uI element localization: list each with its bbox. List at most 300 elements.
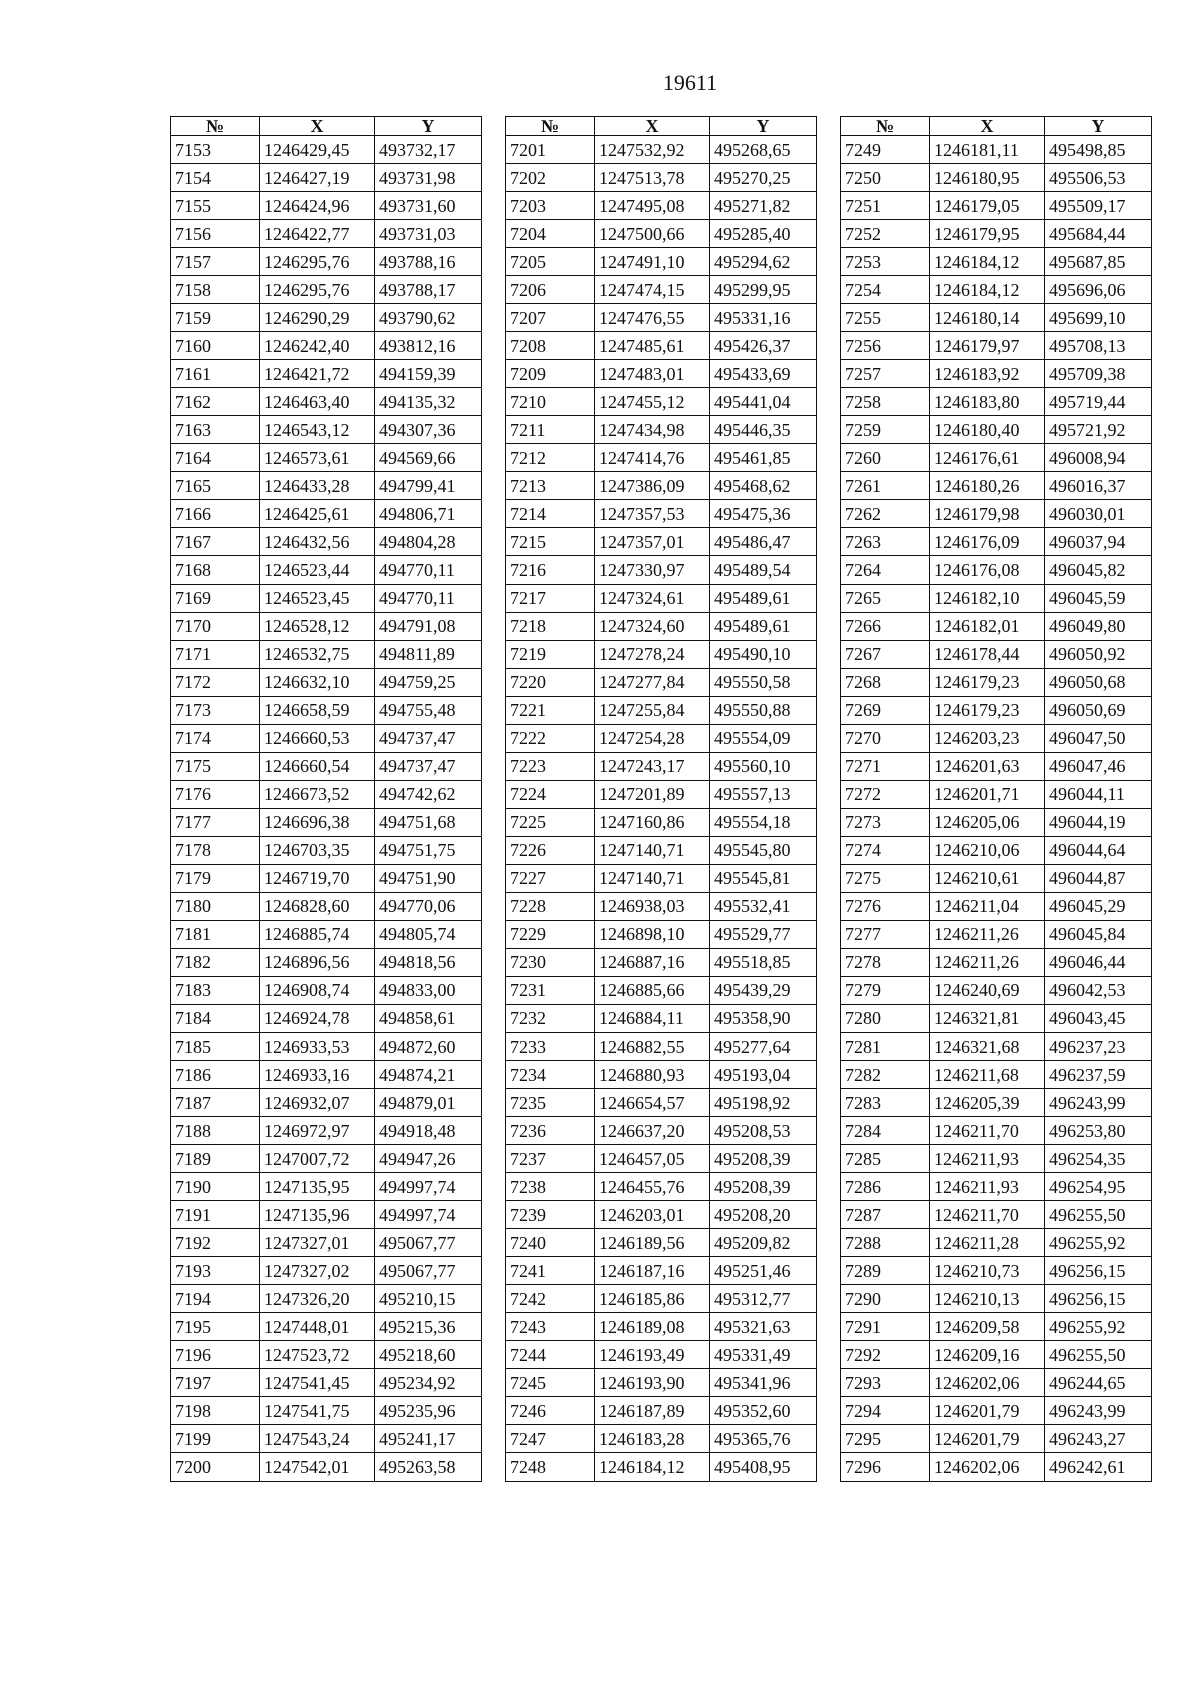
point-number: 7225 [506,808,595,836]
x-coordinate: 1246703,35 [260,836,375,864]
point-number: 7156 [171,220,260,248]
table-row [841,304,1152,332]
y-coordinate: 495285,40 [710,220,817,248]
table-row [171,1369,482,1397]
x-coordinate: 1246425,61 [260,500,375,528]
table-row [506,612,817,640]
table-row [841,1257,1152,1285]
x-coordinate: 1246884,11 [595,1004,710,1032]
y-coordinate: 493731,60 [375,192,482,220]
x-coordinate: 1246432,56 [260,528,375,556]
point-number: 7282 [841,1061,930,1089]
y-coordinate: 495699,10 [1045,304,1152,332]
y-coordinate: 495067,77 [375,1257,482,1285]
table-row [171,444,482,472]
y-coordinate: 495268,65 [710,136,817,164]
point-number: 7234 [506,1061,595,1089]
y-coordinate: 496237,23 [1045,1033,1152,1061]
y-coordinate: 494742,62 [375,780,482,808]
x-coordinate: 1246240,69 [930,976,1045,1004]
y-coordinate: 495708,13 [1045,332,1152,360]
point-number: 7283 [841,1089,930,1117]
header-number: № [171,117,260,136]
point-number: 7242 [506,1285,595,1313]
table-row [171,192,482,220]
point-number: 7206 [506,276,595,304]
point-number: 7209 [506,360,595,388]
y-coordinate: 495218,60 [375,1341,482,1369]
x-coordinate: 1246209,16 [930,1341,1045,1369]
x-coordinate: 1247485,61 [595,332,710,360]
point-number: 7257 [841,360,930,388]
x-coordinate: 1246882,55 [595,1033,710,1061]
x-coordinate: 1246202,06 [930,1369,1045,1397]
x-coordinate: 1246180,95 [930,164,1045,192]
x-coordinate: 1247277,84 [595,668,710,696]
point-number: 7191 [171,1201,260,1229]
point-number: 7272 [841,780,930,808]
point-number: 7259 [841,416,930,444]
x-coordinate: 1246181,11 [930,136,1045,164]
y-coordinate: 495271,82 [710,192,817,220]
x-coordinate: 1246424,96 [260,192,375,220]
y-coordinate: 493731,98 [375,164,482,192]
point-number: 7158 [171,276,260,304]
point-number: 7276 [841,892,930,920]
table-row [841,556,1152,584]
x-coordinate: 1246210,73 [930,1257,1045,1285]
point-number: 7182 [171,948,260,976]
y-coordinate: 495426,37 [710,332,817,360]
table-row [506,976,817,1004]
y-coordinate: 495560,10 [710,752,817,780]
x-coordinate: 1246532,75 [260,640,375,668]
table-row [171,1201,482,1229]
x-coordinate: 1246211,28 [930,1229,1045,1257]
x-coordinate: 1246179,05 [930,192,1045,220]
table-row [506,220,817,248]
point-number: 7262 [841,500,930,528]
x-coordinate: 1246573,61 [260,444,375,472]
table-row [506,584,817,612]
table-row [506,836,817,864]
y-coordinate: 493788,17 [375,276,482,304]
x-coordinate: 1246932,07 [260,1089,375,1117]
y-coordinate: 495439,29 [710,976,817,1004]
table-row [506,472,817,500]
x-coordinate: 1246184,12 [595,1453,710,1482]
page-number: 19611 [662,70,718,95]
table-row [506,1397,817,1425]
table-row [841,1145,1152,1173]
point-number: 7269 [841,696,930,724]
point-number: 7155 [171,192,260,220]
point-number: 7224 [506,780,595,808]
table-row [171,752,482,780]
table-row [171,1033,482,1061]
table-row [171,780,482,808]
y-coordinate: 496254,95 [1045,1173,1152,1201]
x-coordinate: 1246211,70 [930,1117,1045,1145]
point-number: 7176 [171,780,260,808]
coordinate-tables [170,116,1150,1482]
table-row [506,1201,817,1229]
x-coordinate: 1246637,20 [595,1117,710,1145]
table-row [506,1453,817,1482]
table-row [506,556,817,584]
x-coordinate: 1247541,45 [260,1369,375,1397]
table-row [506,808,817,836]
table-row [171,136,482,164]
x-coordinate: 1247414,76 [595,444,710,472]
table-row [506,1117,817,1145]
y-coordinate: 495554,18 [710,808,817,836]
table-row [171,584,482,612]
table-row [171,220,482,248]
x-coordinate: 1246178,44 [930,640,1045,668]
x-coordinate: 1246880,93 [595,1061,710,1089]
point-number: 7179 [171,864,260,892]
table-row [841,1369,1152,1397]
x-coordinate: 1246972,97 [260,1117,375,1145]
point-number: 7170 [171,612,260,640]
point-number: 7250 [841,164,930,192]
y-coordinate: 493731,03 [375,220,482,248]
header-x: X [930,117,1045,136]
point-number: 7211 [506,416,595,444]
table-row [506,1229,817,1257]
point-number: 7196 [171,1341,260,1369]
x-coordinate: 1246295,76 [260,276,375,304]
y-coordinate: 494833,00 [375,976,482,1004]
table-row [506,696,817,724]
y-coordinate: 495506,53 [1045,164,1152,192]
table-row [171,976,482,1004]
point-number: 7244 [506,1341,595,1369]
point-number: 7168 [171,556,260,584]
point-number: 7291 [841,1313,930,1341]
x-coordinate: 1247523,72 [260,1341,375,1369]
table-row [171,668,482,696]
x-coordinate: 1247201,89 [595,780,710,808]
point-number: 7223 [506,752,595,780]
point-number: 7173 [171,696,260,724]
point-number: 7161 [171,360,260,388]
y-coordinate: 495687,85 [1045,248,1152,276]
table-row [171,1313,482,1341]
point-number: 7190 [171,1173,260,1201]
table-row [841,248,1152,276]
y-coordinate: 495721,92 [1045,416,1152,444]
x-coordinate: 1246523,45 [260,584,375,612]
point-number: 7263 [841,528,930,556]
y-coordinate: 495709,38 [1045,360,1152,388]
point-number: 7167 [171,528,260,556]
table-row [841,1004,1152,1032]
table-row [841,192,1152,220]
table-row [506,1033,817,1061]
point-number: 7213 [506,472,595,500]
table-row [171,472,482,500]
table-row [841,836,1152,864]
y-coordinate: 495241,17 [375,1425,482,1453]
y-coordinate: 495696,06 [1045,276,1152,304]
table-row [171,528,482,556]
y-coordinate: 496016,37 [1045,472,1152,500]
y-coordinate: 493732,17 [375,136,482,164]
point-number: 7177 [171,808,260,836]
x-coordinate: 1246183,28 [595,1425,710,1453]
x-coordinate: 1246176,09 [930,528,1045,556]
point-number: 7217 [506,584,595,612]
table-row [841,752,1152,780]
table-row [506,276,817,304]
point-number: 7207 [506,304,595,332]
point-number: 7180 [171,892,260,920]
table-row [171,696,482,724]
x-coordinate: 1247495,08 [595,192,710,220]
y-coordinate: 494811,89 [375,640,482,668]
point-number: 7277 [841,920,930,948]
table-row [171,1061,482,1089]
y-coordinate: 496049,80 [1045,612,1152,640]
table-row [506,640,817,668]
table-row [506,1061,817,1089]
x-coordinate: 1247330,97 [595,556,710,584]
y-coordinate: 494858,61 [375,1004,482,1032]
x-coordinate: 1246184,12 [930,248,1045,276]
y-coordinate: 494818,56 [375,948,482,976]
table-row [841,668,1152,696]
y-coordinate: 496256,15 [1045,1285,1152,1313]
y-coordinate: 494805,74 [375,920,482,948]
point-number: 7268 [841,668,930,696]
point-number: 7264 [841,556,930,584]
x-coordinate: 1246184,12 [930,276,1045,304]
x-coordinate: 1247357,01 [595,528,710,556]
x-coordinate: 1246421,72 [260,360,375,388]
x-coordinate: 1246242,40 [260,332,375,360]
x-coordinate: 1246427,19 [260,164,375,192]
table-row [506,1004,817,1032]
y-coordinate: 496243,99 [1045,1397,1152,1425]
point-number: 7251 [841,192,930,220]
x-coordinate: 1246933,16 [260,1061,375,1089]
x-coordinate: 1247455,12 [595,388,710,416]
y-coordinate: 494751,68 [375,808,482,836]
table-row [841,276,1152,304]
point-number: 7231 [506,976,595,1004]
point-number: 7188 [171,1117,260,1145]
table-row [171,892,482,920]
x-coordinate: 1247434,98 [595,416,710,444]
x-coordinate: 1246896,56 [260,948,375,976]
point-number: 7164 [171,444,260,472]
table-row [171,1004,482,1032]
y-coordinate: 495529,77 [710,920,817,948]
header-row [506,117,817,136]
table-row [841,164,1152,192]
point-number: 7230 [506,948,595,976]
y-coordinate: 496045,84 [1045,920,1152,948]
table-row [171,332,482,360]
point-number: 7275 [841,864,930,892]
point-number: 7163 [171,416,260,444]
x-coordinate: 1247483,01 [595,360,710,388]
table-row [841,808,1152,836]
x-coordinate: 1246183,80 [930,388,1045,416]
point-number: 7187 [171,1089,260,1117]
table-row [506,164,817,192]
header-number: № [841,117,930,136]
point-number: 7194 [171,1285,260,1313]
point-number: 7281 [841,1033,930,1061]
table-row [841,640,1152,668]
x-coordinate: 1246295,76 [260,248,375,276]
y-coordinate: 495498,85 [1045,136,1152,164]
x-coordinate: 1246885,74 [260,920,375,948]
table-row [841,136,1152,164]
table-row [171,1117,482,1145]
table-row [841,528,1152,556]
y-coordinate: 494569,66 [375,444,482,472]
table-row [171,1257,482,1285]
point-number: 7260 [841,444,930,472]
point-number: 7240 [506,1229,595,1257]
table-row [841,1201,1152,1229]
table-row [506,388,817,416]
table-row [506,920,817,948]
table-row [171,360,482,388]
point-number: 7288 [841,1229,930,1257]
y-coordinate: 495489,54 [710,556,817,584]
point-number: 7243 [506,1313,595,1341]
y-coordinate: 496255,92 [1045,1313,1152,1341]
x-coordinate: 1246210,13 [930,1285,1045,1313]
x-coordinate: 1246828,60 [260,892,375,920]
table-row [506,248,817,276]
y-coordinate: 494751,75 [375,836,482,864]
y-coordinate: 494159,39 [375,360,482,388]
header-row [171,117,482,136]
x-coordinate: 1246924,78 [260,1004,375,1032]
table-row [506,416,817,444]
x-coordinate: 1247491,10 [595,248,710,276]
y-coordinate: 496008,94 [1045,444,1152,472]
y-coordinate: 495475,36 [710,500,817,528]
y-coordinate: 495365,76 [710,1425,817,1453]
coordinate-table-2 [505,116,817,1482]
x-coordinate: 1247255,84 [595,696,710,724]
y-coordinate: 495545,80 [710,836,817,864]
x-coordinate: 1246179,97 [930,332,1045,360]
y-coordinate: 495341,96 [710,1369,817,1397]
x-coordinate: 1247278,24 [595,640,710,668]
header-y: Y [375,117,482,136]
y-coordinate: 494872,60 [375,1033,482,1061]
table-row [841,1117,1152,1145]
x-coordinate: 1246187,16 [595,1257,710,1285]
y-coordinate: 496043,45 [1045,1004,1152,1032]
table-row [171,276,482,304]
point-number: 7216 [506,556,595,584]
y-coordinate: 494755,48 [375,696,482,724]
x-coordinate: 1246938,03 [595,892,710,920]
x-coordinate: 1247541,75 [260,1397,375,1425]
point-number: 7270 [841,724,930,752]
point-number: 7256 [841,332,930,360]
point-number: 7181 [171,920,260,948]
table-row [171,1229,482,1257]
y-coordinate: 495210,15 [375,1285,482,1313]
point-number: 7172 [171,668,260,696]
x-coordinate: 1246660,54 [260,752,375,780]
point-number: 7233 [506,1033,595,1061]
y-coordinate: 495208,53 [710,1117,817,1145]
table-row [841,1173,1152,1201]
x-coordinate: 1247357,53 [595,500,710,528]
table-row [506,948,817,976]
y-coordinate: 495215,36 [375,1313,482,1341]
point-number: 7266 [841,612,930,640]
point-number: 7219 [506,640,595,668]
y-coordinate: 495209,82 [710,1229,817,1257]
point-number: 7232 [506,1004,595,1032]
y-coordinate: 493812,16 [375,332,482,360]
table-row [841,1313,1152,1341]
table-row [841,780,1152,808]
y-coordinate: 494770,06 [375,892,482,920]
x-coordinate: 1246321,81 [930,1004,1045,1032]
table-row [171,1341,482,1369]
x-coordinate: 1246205,06 [930,808,1045,836]
y-coordinate: 496254,35 [1045,1145,1152,1173]
point-number: 7153 [171,136,260,164]
x-coordinate: 1247243,17 [595,752,710,780]
x-coordinate: 1246179,98 [930,500,1045,528]
point-number: 7200 [171,1453,260,1482]
x-coordinate: 1247140,71 [595,864,710,892]
x-coordinate: 1247324,60 [595,612,710,640]
point-number: 7237 [506,1145,595,1173]
x-coordinate: 1246211,04 [930,892,1045,920]
point-number: 7183 [171,976,260,1004]
x-coordinate: 1247532,92 [595,136,710,164]
point-number: 7215 [506,528,595,556]
point-number: 7166 [171,500,260,528]
point-number: 7289 [841,1257,930,1285]
x-coordinate: 1246210,06 [930,836,1045,864]
point-number: 7175 [171,752,260,780]
table-row [841,472,1152,500]
table-row [841,444,1152,472]
y-coordinate: 494759,25 [375,668,482,696]
point-number: 7238 [506,1173,595,1201]
y-coordinate: 495446,35 [710,416,817,444]
x-coordinate: 1247542,01 [260,1453,375,1482]
header-y: Y [1045,117,1152,136]
coordinate-table-1 [170,116,482,1482]
header-row [841,117,1152,136]
table-row [506,1425,817,1453]
table-row [841,920,1152,948]
y-coordinate: 495441,04 [710,388,817,416]
table-row [506,724,817,752]
x-coordinate: 1246321,68 [930,1033,1045,1061]
y-coordinate: 495263,58 [375,1453,482,1482]
y-coordinate: 495550,88 [710,696,817,724]
point-number: 7261 [841,472,930,500]
